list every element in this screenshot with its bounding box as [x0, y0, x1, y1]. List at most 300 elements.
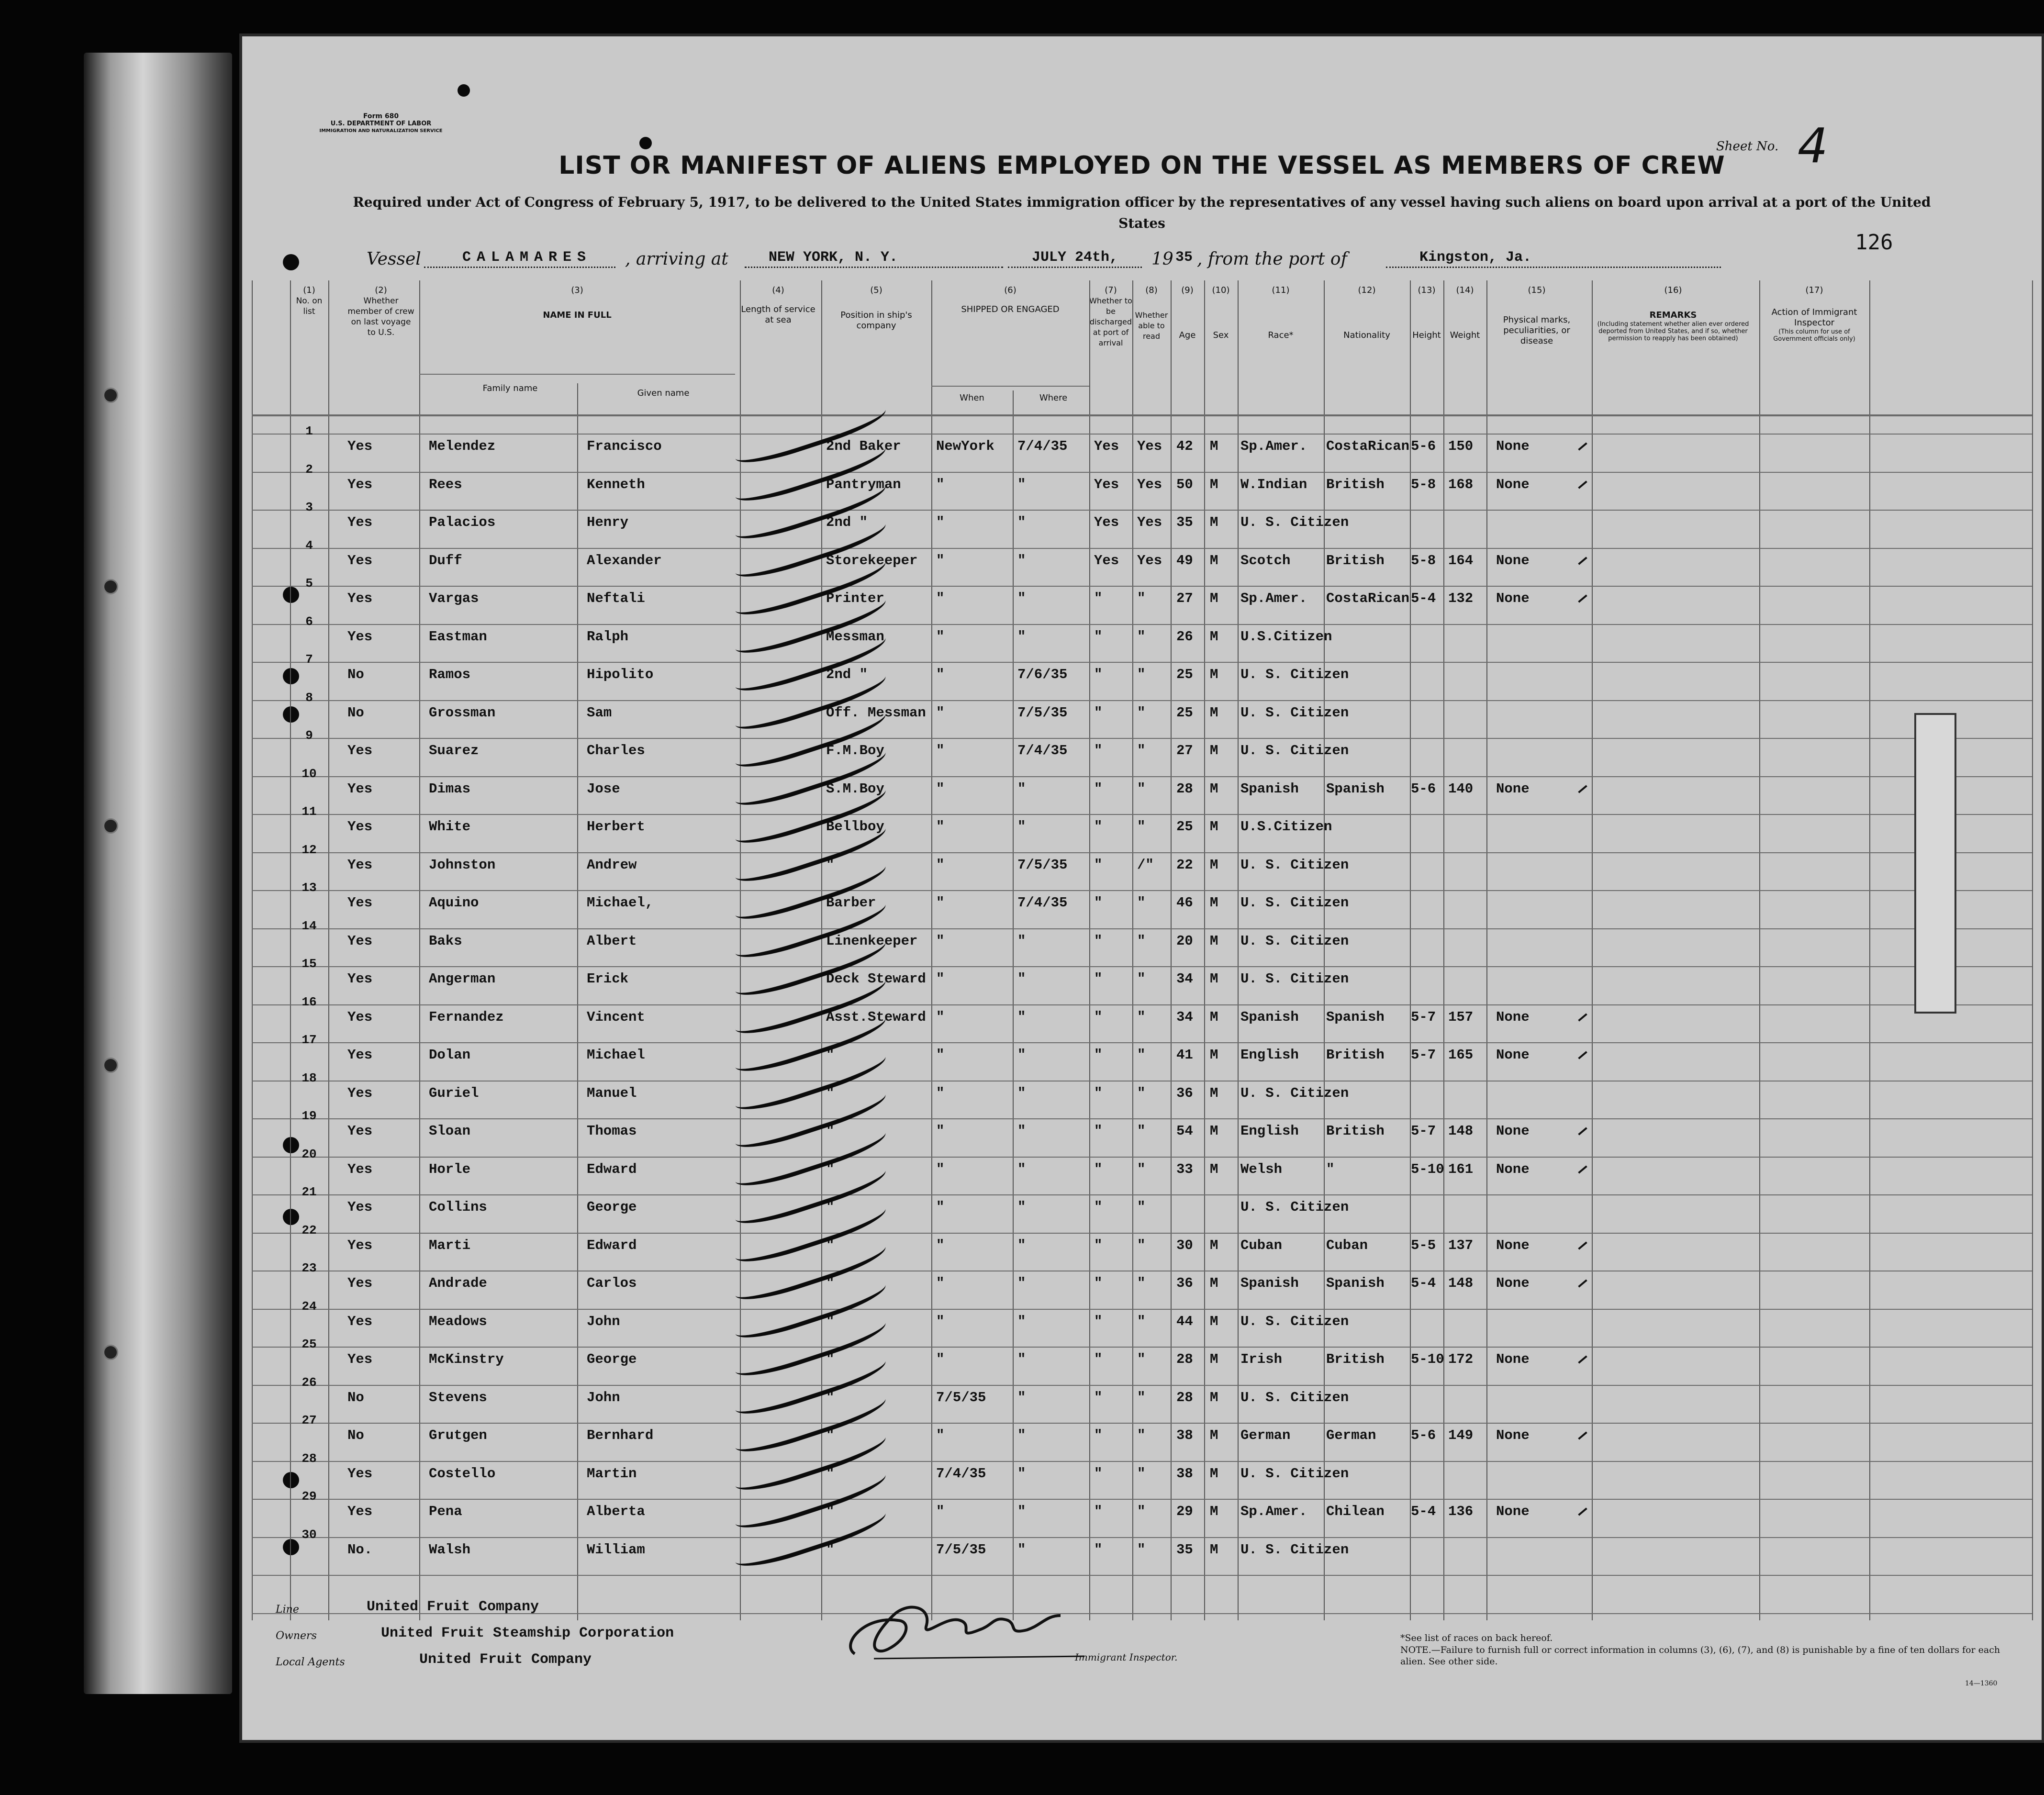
row-rule [252, 624, 2032, 625]
height-cell: 5-6 [1411, 438, 1436, 454]
age-cell: 28 [1176, 1389, 1193, 1405]
service-label: IMMIGRATION AND NATURALIZATION SERVICE [319, 128, 443, 134]
shipped-when-cell: " [936, 743, 945, 758]
given-name-cell: Carlos [587, 1275, 637, 1291]
age-cell: 50 [1176, 476, 1193, 492]
family-name-cell: Rees [429, 476, 462, 492]
row-number: 29 [302, 1489, 317, 1504]
shipped-when-cell: " [936, 1123, 945, 1139]
weight-cell: 140 [1448, 780, 1474, 797]
agents-value: United Fruit Company [419, 1651, 592, 1668]
row-number: 1 [305, 424, 313, 438]
discharged-cell: " [1094, 628, 1103, 645]
row-number: 18 [302, 1070, 317, 1085]
given-name-cell: Vincent [587, 1009, 645, 1025]
last-voyage-cell: Yes [347, 1351, 373, 1367]
given-name-cell: Herbert [587, 819, 645, 835]
discharged-cell: Yes [1094, 438, 1119, 454]
column-rule [1171, 280, 1172, 1620]
height-cell: 5-7 [1411, 1123, 1436, 1139]
age-cell: 44 [1176, 1313, 1193, 1329]
row-rule [252, 928, 2032, 929]
given-name-cell: Hipolito [587, 667, 654, 682]
column-rule [1486, 280, 1487, 1620]
race-cell: U. S. Citizen [1240, 667, 1349, 682]
weight-cell: 157 [1448, 1009, 1474, 1025]
position-cell: " [826, 1504, 835, 1519]
last-voyage-cell: Yes [347, 1047, 373, 1063]
height-cell: 5-10 [1411, 1161, 1444, 1177]
last-voyage-cell: Yes [347, 628, 373, 645]
shipped-when-cell: " [936, 591, 945, 606]
verification-tick [1578, 1279, 1587, 1287]
nationality-cell: British [1326, 476, 1385, 492]
discharged-cell: " [1094, 971, 1103, 987]
print-code: 14—1360 [1965, 1680, 1998, 1687]
position-cell: S.M.Boy [826, 780, 884, 797]
row-rule [252, 1385, 2032, 1386]
family-name-cell: Pena [429, 1504, 462, 1519]
family-name-cell: Duff [429, 552, 462, 569]
age-cell: 34 [1176, 1009, 1193, 1025]
row-rule [252, 1347, 2032, 1348]
given-name-cell: Manuel [587, 1085, 637, 1101]
position-cell: " [826, 857, 835, 873]
able-to-read-cell: " [1137, 1085, 1146, 1101]
col-header-sex: (10) Sex [1212, 285, 1230, 340]
row-number: 11 [302, 804, 317, 819]
column-rule [419, 280, 420, 1620]
sex-cell: M [1210, 933, 1218, 949]
nationality-cell: British [1326, 1047, 1385, 1063]
race-cell: Sp.Amer. [1240, 438, 1307, 454]
col-header-service: (4) Length of service at sea [741, 285, 815, 325]
nationality-cell: CostaRican [1326, 438, 1410, 454]
sex-cell: M [1210, 1313, 1218, 1329]
column-rule [1869, 280, 1870, 1620]
col-header-position: (5) Position in ship's company [840, 285, 912, 331]
able-to-read-cell: " [1137, 1275, 1146, 1291]
row-rule [252, 1423, 2032, 1424]
given-name-cell: Albert [587, 933, 637, 949]
last-voyage-cell: Yes [347, 514, 373, 530]
last-voyage-cell: Yes [347, 1161, 373, 1177]
shipped-when-cell: " [936, 857, 945, 873]
shipped-when-cell: " [936, 1351, 945, 1367]
shipped-where-cell: " [1017, 1541, 1026, 1558]
race-cell: Spanish [1240, 780, 1299, 797]
shipped-when-cell: " [936, 476, 945, 492]
physical-marks-cell: None [1496, 1427, 1530, 1443]
race-cell: U. S. Citizen [1240, 1199, 1349, 1215]
race-cell: English [1240, 1047, 1299, 1063]
position-cell: 2nd " [826, 514, 868, 530]
col-header-nationality: (12) Nationality [1343, 285, 1390, 340]
race-cell: U. S. Citizen [1240, 514, 1349, 530]
row-rule [252, 1118, 2032, 1119]
given-name-cell: Edward [587, 1237, 637, 1253]
given-name-cell: Alberta [587, 1504, 645, 1519]
position-cell: " [826, 1389, 835, 1405]
verification-tick [1578, 1241, 1587, 1249]
sex-cell: M [1210, 591, 1218, 606]
owners-value: United Fruit Steamship Corporation [381, 1625, 674, 1641]
sex-cell: M [1210, 780, 1218, 797]
age-cell: 35 [1176, 514, 1193, 530]
age-cell: 30 [1176, 1237, 1193, 1253]
last-voyage-cell: Yes [347, 476, 373, 492]
physical-marks-cell: None [1496, 1351, 1530, 1367]
column-rule [1759, 280, 1760, 1620]
given-name-cell: Bernhard [587, 1427, 654, 1443]
col-header-discharged: (7) Whether to be discharged at port of arrival [1089, 285, 1132, 347]
race-note: *See list of races on back hereof. [1400, 1633, 1553, 1643]
nationality-cell: British [1326, 552, 1385, 569]
family-name-cell: Suarez [429, 743, 479, 758]
able-to-read-cell: " [1137, 1161, 1146, 1177]
sex-cell: M [1210, 1085, 1218, 1101]
height-cell: 5-5 [1411, 1237, 1436, 1253]
family-name-cell: Ramos [429, 667, 471, 682]
race-cell: U. S. Citizen [1240, 933, 1349, 949]
discharged-cell: " [1094, 857, 1103, 873]
column-rule [1324, 280, 1325, 1620]
row-rule [252, 1575, 2032, 1576]
family-name-cell: Walsh [429, 1541, 471, 1558]
department-label: U.S. DEPARTMENT OF LABOR [330, 120, 432, 127]
inspector-label: Immigrant Inspector. [1075, 1651, 1178, 1663]
last-voyage-cell: No [347, 1427, 364, 1443]
race-cell: U. S. Citizen [1240, 1389, 1349, 1405]
shipped-where-cell: " [1017, 1047, 1026, 1063]
position-cell: " [826, 1123, 835, 1139]
able-to-read-cell: " [1137, 1389, 1146, 1405]
nationality-cell: CostaRican [1326, 591, 1410, 606]
row-rule [252, 586, 2032, 587]
arrival-year: 35 [1175, 249, 1193, 266]
last-voyage-cell: Yes [347, 1123, 373, 1139]
row-number: 8 [305, 690, 313, 705]
race-cell: U. S. Citizen [1240, 857, 1349, 873]
given-name-cell: William [587, 1541, 645, 1558]
verification-tick [1578, 1165, 1587, 1173]
sex-cell: M [1210, 743, 1218, 758]
row-rule [252, 1499, 2032, 1500]
column-rule [1238, 280, 1239, 1620]
weight-cell: 137 [1448, 1237, 1474, 1253]
able-to-read-cell: Yes [1137, 552, 1162, 569]
family-name-cell: McKinstry [429, 1351, 504, 1367]
row-number: 2 [305, 462, 313, 477]
position-cell: " [826, 1465, 835, 1482]
able-to-read-cell: " [1137, 1351, 1146, 1367]
discharged-cell: Yes [1094, 552, 1119, 569]
given-name-cell: Jose [587, 780, 620, 797]
discharged-cell: " [1094, 704, 1103, 721]
arriving-label: , arriving at [625, 249, 728, 269]
sex-cell: M [1210, 1047, 1218, 1063]
position-cell: 2nd " [826, 667, 868, 682]
binder-hole [103, 1345, 118, 1360]
shipped-where-cell: " [1017, 1427, 1026, 1443]
able-to-read-cell: " [1137, 895, 1146, 911]
sex-cell: M [1210, 1427, 1218, 1443]
physical-marks-cell: None [1496, 1161, 1530, 1177]
sex-cell: M [1210, 895, 1218, 911]
column-rule [2032, 280, 2033, 1620]
nationality-cell: Spanish [1326, 1009, 1385, 1025]
shipped-when-cell: " [936, 1085, 945, 1101]
shipped-when-cell: " [936, 1161, 945, 1177]
last-voyage-cell: Yes [347, 895, 373, 911]
able-to-read-cell: " [1137, 1541, 1146, 1558]
shipped-when-cell: " [936, 1313, 945, 1329]
sex-cell: M [1210, 704, 1218, 721]
last-voyage-cell: Yes [347, 780, 373, 797]
form-header [309, 113, 453, 134]
position-cell: Storekeeper [826, 552, 918, 569]
header-bottom-rule [252, 414, 2032, 416]
discharged-cell: " [1094, 1009, 1103, 1025]
able-to-read-cell: " [1137, 1313, 1146, 1329]
shipped-when-cell: " [936, 780, 945, 797]
vessel-label: Vessel [367, 249, 421, 269]
given-name-cell: Edward [587, 1161, 637, 1177]
discharged-cell: " [1094, 1351, 1103, 1367]
family-name-cell: Grossman [429, 704, 496, 721]
verification-tick [1578, 1127, 1587, 1135]
race-cell: U. S. Citizen [1240, 1085, 1349, 1101]
height-cell: 5-4 [1411, 1275, 1436, 1291]
height-cell: 5-6 [1411, 780, 1436, 797]
race-cell: Cuban [1240, 1237, 1283, 1253]
discharged-cell: " [1094, 1504, 1103, 1519]
age-cell: 38 [1176, 1465, 1193, 1482]
able-to-read-cell: Yes [1137, 438, 1162, 454]
race-cell: U.S.Citizen [1240, 628, 1332, 645]
last-voyage-cell: Yes [347, 438, 373, 454]
able-to-read-cell: " [1137, 1427, 1146, 1443]
verification-tick [1578, 785, 1587, 793]
row-number: 10 [302, 766, 317, 781]
discharged-cell: " [1094, 1389, 1103, 1405]
age-cell: 25 [1176, 704, 1193, 721]
last-voyage-cell: Yes [347, 1009, 373, 1025]
nationality-cell: Chilean [1326, 1504, 1385, 1519]
discharged-cell: " [1094, 895, 1103, 911]
verification-tick [1578, 1431, 1587, 1439]
given-name-cell: Sam [587, 704, 612, 721]
col-header-family-name: Family name [482, 383, 538, 393]
last-voyage-cell: Yes [347, 819, 373, 835]
position-cell: " [826, 1313, 835, 1329]
shipped-when-cell: NewYork [936, 438, 994, 454]
able-to-read-cell: " [1137, 628, 1146, 645]
sex-cell: M [1210, 819, 1218, 835]
last-voyage-cell: No [347, 667, 364, 682]
race-cell: German [1240, 1427, 1291, 1443]
family-name-cell: Fernandez [429, 1009, 504, 1025]
family-name-cell: Dimas [429, 780, 471, 797]
sex-cell: M [1210, 1123, 1218, 1139]
row-number: 17 [302, 1033, 317, 1047]
last-voyage-cell: Yes [347, 971, 373, 987]
age-cell: 28 [1176, 1351, 1193, 1367]
height-cell: 5-8 [1411, 476, 1436, 492]
able-to-read-cell: /" [1137, 857, 1154, 873]
shipped-when-cell: 7/5/35 [936, 1389, 986, 1405]
row-number: 9 [305, 728, 313, 743]
binder-hole [103, 388, 118, 403]
discharged-cell: " [1094, 819, 1103, 835]
race-cell: W.Indian [1240, 476, 1307, 492]
shipped-where-cell: " [1017, 780, 1026, 797]
column-rule [1089, 280, 1090, 1620]
position-cell: Printer [826, 591, 884, 606]
row-rule [252, 776, 2032, 777]
sex-cell: M [1210, 1161, 1218, 1177]
able-to-read-cell: " [1137, 819, 1146, 835]
given-name-cell: Thomas [587, 1123, 637, 1139]
given-name-cell: John [587, 1313, 620, 1329]
height-cell: 5-4 [1411, 591, 1436, 606]
row-number: 6 [305, 614, 313, 629]
physical-marks-cell: None [1496, 1047, 1530, 1063]
shipped-when-cell: " [936, 1237, 945, 1253]
given-name-cell: George [587, 1351, 637, 1367]
row-number: 24 [302, 1299, 317, 1314]
page-title: LIST OR MANIFEST OF ALIENS EMPLOYED ON THE VESSEL AS MEMBERS OF CREW [558, 151, 1725, 180]
shipped-when-cell: 7/4/35 [936, 1465, 986, 1482]
shipped-where-cell: " [1017, 628, 1026, 645]
sex-cell: M [1210, 1351, 1218, 1367]
position-cell: " [826, 1161, 835, 1177]
race-cell: U. S. Citizen [1240, 704, 1349, 721]
row-number: 22 [302, 1223, 317, 1238]
able-to-read-cell: Yes [1137, 476, 1162, 492]
arrival-port: NEW YORK, N. Y. [769, 249, 898, 266]
page-stamp: 126 [1855, 230, 1893, 255]
race-cell: U. S. Citizen [1240, 1313, 1349, 1329]
sex-cell: M [1210, 628, 1218, 645]
row-number: 23 [302, 1261, 317, 1275]
sex-cell: M [1210, 1009, 1218, 1025]
sex-cell: M [1210, 1275, 1218, 1291]
shipped-when-cell: " [936, 552, 945, 569]
able-to-read-cell: " [1137, 1123, 1146, 1139]
able-to-read-cell: " [1137, 933, 1146, 949]
family-name-cell: Vargas [429, 591, 479, 606]
col-header-physical-marks: (15) Physical marks, peculiarities, or disease [1503, 285, 1571, 346]
age-cell: 36 [1176, 1085, 1193, 1101]
weight-cell: 168 [1448, 476, 1474, 492]
able-to-read-cell: " [1137, 704, 1146, 721]
row-rule [252, 1157, 2032, 1158]
race-cell: U. S. Citizen [1240, 1541, 1349, 1558]
able-to-read-cell: " [1137, 1199, 1146, 1215]
physical-marks-cell: None [1496, 1504, 1530, 1519]
height-cell: 5-8 [1411, 552, 1436, 569]
last-voyage-cell: Yes [347, 933, 373, 949]
agents-label: Local Agents [276, 1656, 345, 1668]
owners-label: Owners [276, 1630, 317, 1642]
discharged-cell: " [1094, 780, 1103, 797]
family-name-cell: Stevens [429, 1389, 487, 1405]
weight-cell: 172 [1448, 1351, 1474, 1367]
physical-marks-cell: None [1496, 476, 1530, 492]
last-voyage-cell: No [347, 1389, 364, 1405]
last-voyage-cell: Yes [347, 1199, 373, 1215]
verification-tick [1578, 594, 1587, 602]
age-cell: 27 [1176, 591, 1193, 606]
age-cell: 28 [1176, 780, 1193, 797]
row-rule [252, 472, 2032, 473]
family-name-cell: White [429, 819, 471, 835]
sheet-number-label: Sheet No. [1716, 139, 1779, 154]
col-header-shipped: (6) SHIPPED OR ENGAGED [961, 285, 1060, 314]
column-rule [328, 280, 329, 1620]
weight-cell: 132 [1448, 591, 1474, 606]
shipped-when-cell: " [936, 819, 945, 835]
family-name-cell: Dolan [429, 1047, 471, 1063]
row-rule [252, 1042, 2032, 1043]
family-name-cell: Costello [429, 1465, 496, 1482]
row-rule [252, 966, 2032, 967]
verification-tick [1578, 480, 1587, 489]
able-to-read-cell: " [1137, 971, 1146, 987]
row-rule [252, 1309, 2032, 1310]
sex-cell: M [1210, 667, 1218, 682]
row-rule [252, 890, 2032, 891]
column-rule [577, 383, 578, 1620]
position-cell: Pantryman [826, 476, 901, 492]
position-cell: " [826, 1427, 835, 1443]
shipped-when-cell: " [936, 1199, 945, 1215]
row-number: 27 [302, 1413, 317, 1427]
shipped-where-cell: 7/4/35 [1017, 438, 1068, 454]
shipped-where-cell: " [1017, 1275, 1026, 1291]
verification-tick [1578, 1051, 1587, 1059]
last-voyage-cell: Yes [347, 1504, 373, 1519]
shipped-where-cell: " [1017, 1123, 1026, 1139]
punch-hole [283, 254, 299, 270]
position-cell: 2nd Baker [826, 438, 901, 454]
column-rule [252, 280, 253, 1620]
header-rule [931, 386, 1089, 387]
last-voyage-cell: Yes [347, 1237, 373, 1253]
able-to-read-cell: " [1137, 1504, 1146, 1519]
last-voyage-cell: Yes [347, 1085, 373, 1101]
row-number: 21 [302, 1185, 317, 1199]
position-cell: " [826, 1275, 835, 1291]
height-cell: 5-7 [1411, 1047, 1436, 1063]
year-prefix: 19 [1151, 249, 1173, 269]
sex-cell: M [1210, 971, 1218, 987]
row-rule [252, 434, 2032, 435]
row-number: 19 [302, 1109, 317, 1123]
age-cell: 46 [1176, 895, 1193, 911]
physical-marks-cell: None [1496, 1123, 1530, 1139]
sex-cell: M [1210, 514, 1218, 530]
row-number: 5 [305, 576, 313, 591]
shipped-where-cell: 7/5/35 [1017, 857, 1068, 873]
given-name-cell: Neftali [587, 591, 645, 606]
penalty-note: NOTE.—Failure to furnish full or correct information in columns (3), (6), (7), and (8) is punishable by a fine of ten dollars for each alien. See other side. [1400, 1645, 2000, 1667]
discharged-cell: " [1094, 1085, 1103, 1101]
verification-tick [1578, 1013, 1587, 1021]
able-to-read-cell: " [1137, 780, 1146, 797]
nationality-cell: Spanish [1326, 1275, 1385, 1291]
